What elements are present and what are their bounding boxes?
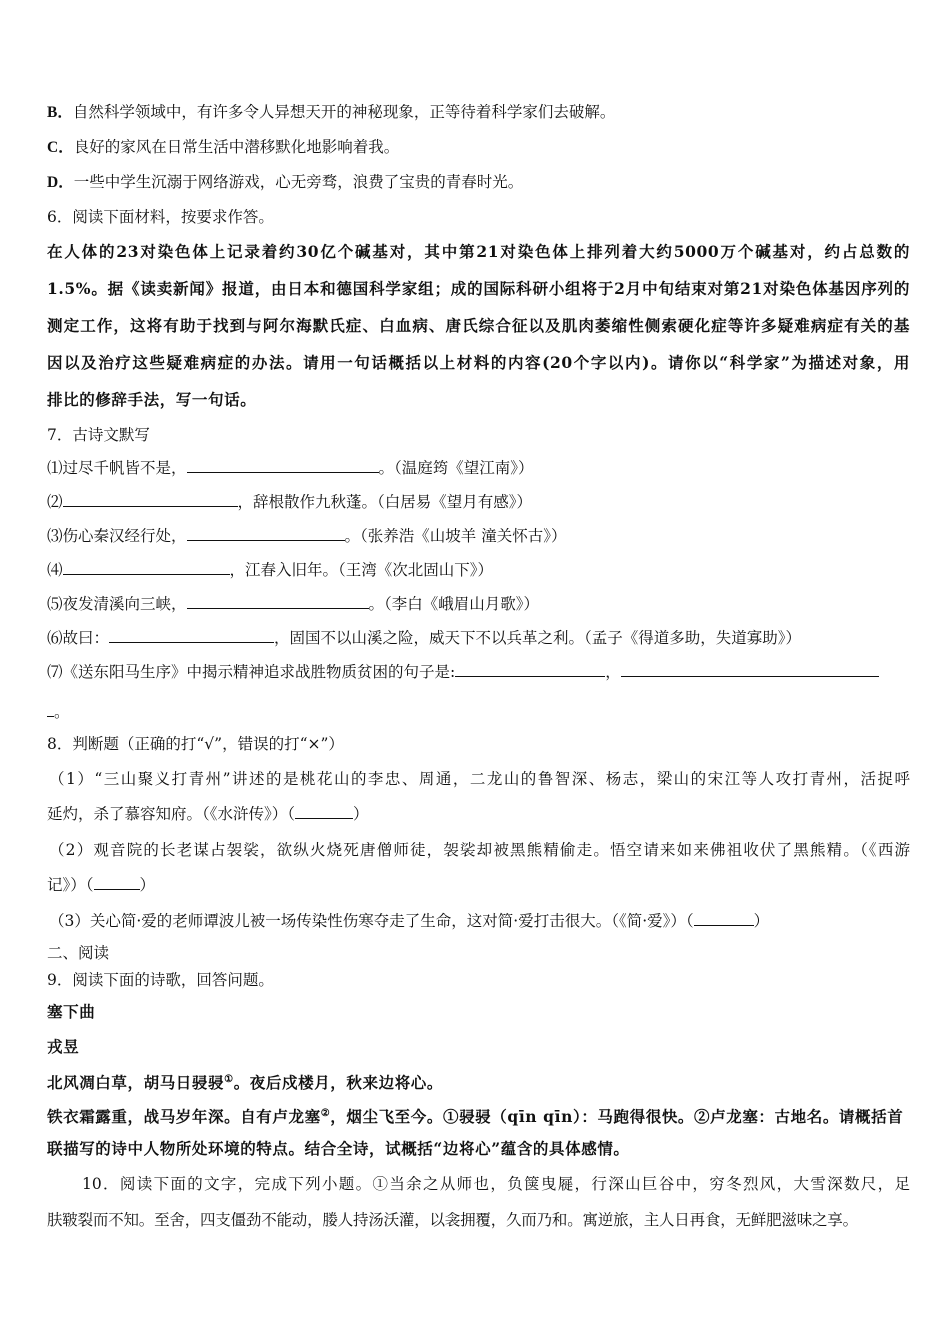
q7-item [47, 626, 910, 650]
q7-item [47, 456, 910, 480]
close-paren: ） [139, 876, 156, 894]
answer-blank[interactable] [187, 592, 369, 609]
answer-blank[interactable] [63, 558, 230, 575]
answer-blank[interactable] [187, 456, 379, 473]
q7-item-suffix: ，辞根散作九秋蓬。（白居易《望月有感》） [237, 493, 533, 511]
q7-item-7 [47, 660, 910, 684]
q8-statement-text: （3）关心简·爱的老师谭波儿被一场传染性伤寒夺走了生命，这对简·爱打击很大。（《简·爱》）（ [49, 912, 694, 930]
q7-heading: 7．古诗文默写 [47, 426, 150, 444]
q7-item-prefix: ⑷ [47, 561, 63, 579]
judgement-blank[interactable] [94, 873, 140, 890]
q7-item-suffix: 。（李白《峨眉山月歌》） [368, 595, 540, 613]
q6-material-line: 因以及治疗这些疑难病症的办法。请用一句话概括以上材料的内容(20个字以内)。请你以“科学家”为描述对象，用 [47, 353, 910, 372]
q7-item-prefix: ⑵ [47, 493, 63, 511]
q8-statement-1: （1）“三山聚义打青州”讲述的是桃花山的李忠、周通，二龙山的鲁智深、杨志，梁山的宋江等人攻打青州，活捉呼 [49, 770, 910, 788]
poem-text: 铁衣霜露重，战马岁年深。自有卢龙塞 [47, 1107, 321, 1127]
close-paren: ） [353, 805, 369, 823]
option-letter: C． [47, 139, 74, 156]
q7-item-prefix: ⑴过尽千帆皆不是， [47, 459, 187, 477]
option-c [47, 135, 910, 160]
footnote-marker: ② [320, 1108, 331, 1119]
poem-text: 。夜后戍楼月，秋来边将心。 [233, 1073, 443, 1093]
option-letter: B． [47, 104, 73, 121]
q10-line: 10．阅读下面的文字，完成下列小题。①当余之从师也，负箧曳屣，行深山巨谷中，穷冬烈风，大雪深数尺，足 [82, 1175, 910, 1193]
q9-heading: 9．阅读下面的诗歌，回答问题。 [47, 971, 274, 989]
answer-blank[interactable] [109, 626, 274, 643]
poem-text: 北风凋白草，胡马日骎骎 [47, 1073, 225, 1093]
judgement-blank[interactable] [295, 802, 353, 819]
q7-item-prefix: ⑺《送东阳马生序》中揭示精神追求战胜物质贫困的句子是: [47, 663, 456, 681]
q8-statement-text: 记》）（ [47, 876, 94, 894]
poem-text: ，烟尘飞至今。①骎骎（qīn qīn）：马跑得很快。②卢龙塞：古地名。请概括首 [330, 1107, 904, 1127]
q8-statement-2: （2）观音院的长老谋占袈裟，欲纵火烧死唐僧师徒，袈裟却被黑熊精偷走。悟空请来如来佛祖收伏了黑熊精。（《西游 [49, 841, 910, 859]
q6-material-line: 1.5%。据《读卖新闻》报道，由日本和德国科学家组；成的国际科研小组将于2月中旬结束对第21对染色体基因序列的 [47, 279, 910, 298]
q6-material-line: 测定工作，这将有助于找到与阿尔海默氏症、白血病、唐氏综合征以及肌肉萎缩性侧索硬化症等许多疑难病症有关的基 [47, 316, 910, 335]
option-text: 良好的家风在日常生活中潜移默化地影响着我。 [73, 138, 400, 156]
footnote-marker: ① [224, 1074, 234, 1085]
poem-line [47, 1102, 910, 1129]
q8-statement-1-cont [47, 802, 910, 826]
q6-material-line: 排比的修辞手法，写一句话。 [47, 390, 257, 409]
answer-blank[interactable] [63, 490, 238, 507]
q7-item [47, 490, 910, 514]
answer-blank[interactable] [187, 524, 345, 541]
q7-item [47, 524, 910, 548]
q6-heading: 6．阅读下面材料，按要求作答。 [47, 208, 274, 226]
q7-item-suffix: 。（温庭筠《望江南》） [378, 459, 534, 477]
q7-item-7-end [47, 700, 910, 724]
q7-item-prefix: ⑸夜发清溪向三峡， [47, 595, 187, 613]
q7-item-suffix: ，江春入旧年。（王湾《次北固山下》） [229, 561, 494, 579]
answer-blank[interactable] [621, 660, 879, 677]
option-text: 一些中学生沉溺于网络游戏，心无旁骛，浪费了宝贵的青春时光。 [73, 173, 524, 191]
q7-item-prefix: ⑹故曰： [47, 629, 110, 647]
q7-item-end: 。 [54, 703, 70, 721]
q7-item-suffix: 。（张养浩《山坡羊 潼关怀古》） [344, 527, 567, 545]
q7-item-separator: ， [605, 663, 621, 681]
option-b [47, 100, 910, 125]
q7-item [47, 592, 910, 616]
option-text: 自然科学领域中，有许多令人异想天开的神秘现象，正等待着科学家们去破解。 [72, 103, 616, 121]
judgement-blank[interactable] [694, 909, 754, 926]
q9-question: 联描写的诗中人物所处环境的特点。结合全诗，试概括“边将心”蕴含的具体感情。 [47, 1139, 630, 1158]
option-d [47, 170, 910, 195]
answer-blank[interactable] [47, 700, 54, 717]
q8-statement-2-cont [47, 873, 910, 897]
poem-line [47, 1068, 910, 1095]
q8-heading: 8．判断题（正确的打“√”，错误的打“×”） [47, 735, 344, 753]
section-heading: 二、阅读 [47, 944, 110, 962]
option-letter: D． [47, 174, 74, 191]
poem-title: 塞下曲 [47, 1002, 96, 1021]
q7-item [47, 558, 910, 582]
q7-item-suffix: ，固国不以山溪之险，威天下不以兵革之利。（孟子《得道多助，失道寡助》） [274, 629, 802, 647]
q10-line: 肤皲裂而不知。至舍，四支僵劲不能动，媵人持汤沃灌，以衾拥覆，久而乃和。寓逆旅，主人日再食，无鲜肥滋味之享。 [47, 1211, 858, 1229]
poem-author: 戎昱 [47, 1037, 80, 1056]
q6-material-line: 在人体的23对染色体上记录着约30亿个碱基对，其中第21对染色体上排列着大约5000万个碱基对，约占总数的 [47, 242, 910, 261]
answer-blank[interactable] [455, 660, 605, 677]
q8-statement-text: 延灼，杀了慕容知府。（《水浒传》）（ [47, 805, 296, 823]
q8-statement-3 [49, 909, 910, 933]
close-paren: ） [753, 912, 770, 930]
q7-item-prefix: ⑶伤心秦汉经行处， [47, 527, 187, 545]
